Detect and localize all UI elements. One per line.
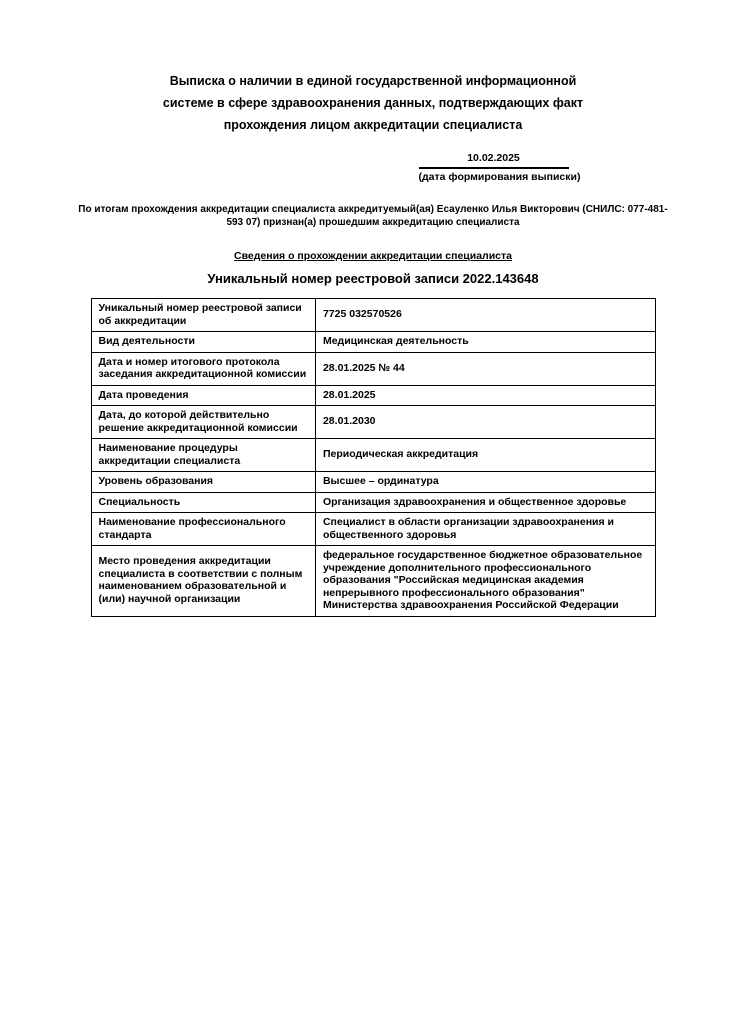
row-label-cell: Уникальный номер реестровой записи об аккредитации <box>91 299 315 332</box>
row-value-cell: Периодическая аккредитация <box>315 439 655 472</box>
row-value-cell: 28.01.2025 № 44 <box>315 352 655 385</box>
row-label-cell: Дата проведения <box>91 385 315 406</box>
row-label-cell: Дата, до которой действительно решение аккредитационной комиссии <box>91 406 315 439</box>
table-row <box>91 546 655 617</box>
table-row <box>91 513 655 546</box>
table-row <box>91 385 655 406</box>
row-value-cell: 28.01.2025 <box>315 385 655 406</box>
accreditation-details-table <box>91 298 656 617</box>
accreditation-summary: По итогам прохождения аккредитации специалиста аккредитуемый(ая) Есауленко Илья Викторович (СНИЛС: 077-481-593 07) признан(а) прошедшим аккредитацию специалиста <box>78 204 668 228</box>
row-label-cell: Вид деятельности <box>91 332 315 353</box>
accreditation-details-table-body <box>91 299 655 617</box>
row-value-cell: Высшее – ординатура <box>315 472 655 493</box>
table-row <box>91 352 655 385</box>
document-title <box>91 70 656 136</box>
row-value-cell: Организация здравоохранения и общественное здоровье <box>315 492 655 513</box>
section-heading: Сведения о прохождении аккредитации специалиста <box>234 250 512 262</box>
row-value-cell: 7725 032570526 <box>315 299 655 332</box>
issue-date-block <box>418 152 581 183</box>
row-label-cell: Место проведения аккредитации специалиста в соответствии с полным наименованием образовательной и (или) научной организации <box>91 546 315 617</box>
table-row <box>91 439 655 472</box>
row-label-cell: Дата и номер итогового протокола заседания аккредитационной комиссии <box>91 352 315 385</box>
title-line: системе в сфере здравоохранения данных, подтверждающих факт <box>162 96 584 110</box>
row-value-cell: федеральное государственное бюджетное образовательное учреждение дополнительного профессионального образования "Российская медицинская академия непрерывного профессионального образования" Министерства здравоохранения Российской Федерации <box>315 546 655 617</box>
table-row <box>91 406 655 439</box>
table-row <box>91 299 655 332</box>
table-row <box>91 472 655 493</box>
row-label-cell: Специальность <box>91 492 315 513</box>
registry-record-heading: Уникальный номер реестровой записи 2022.143648 <box>207 271 539 286</box>
title-line: прохождения лицом аккредитации специалиста <box>223 118 523 132</box>
row-label-cell: Наименование процедуры аккредитации специалиста <box>91 439 315 472</box>
row-value-cell: 28.01.2030 <box>315 406 655 439</box>
row-label-cell: Наименование профессионального стандарта <box>91 513 315 546</box>
row-value-cell: Медицинская деятельность <box>315 332 655 353</box>
row-label-cell: Уровень образования <box>91 472 315 493</box>
title-line: Выписка о наличии в единой государственной информационной <box>169 74 577 88</box>
issue-date-value: 10.02.2025 <box>467 152 520 164</box>
document-page <box>78 0 668 617</box>
table-row <box>91 492 655 513</box>
issue-date-caption: (дата формирования выписки) <box>419 167 569 183</box>
row-value-cell: Специалист в области организации здравоохранения и общественного здоровья <box>315 513 655 546</box>
table-row <box>91 332 655 353</box>
